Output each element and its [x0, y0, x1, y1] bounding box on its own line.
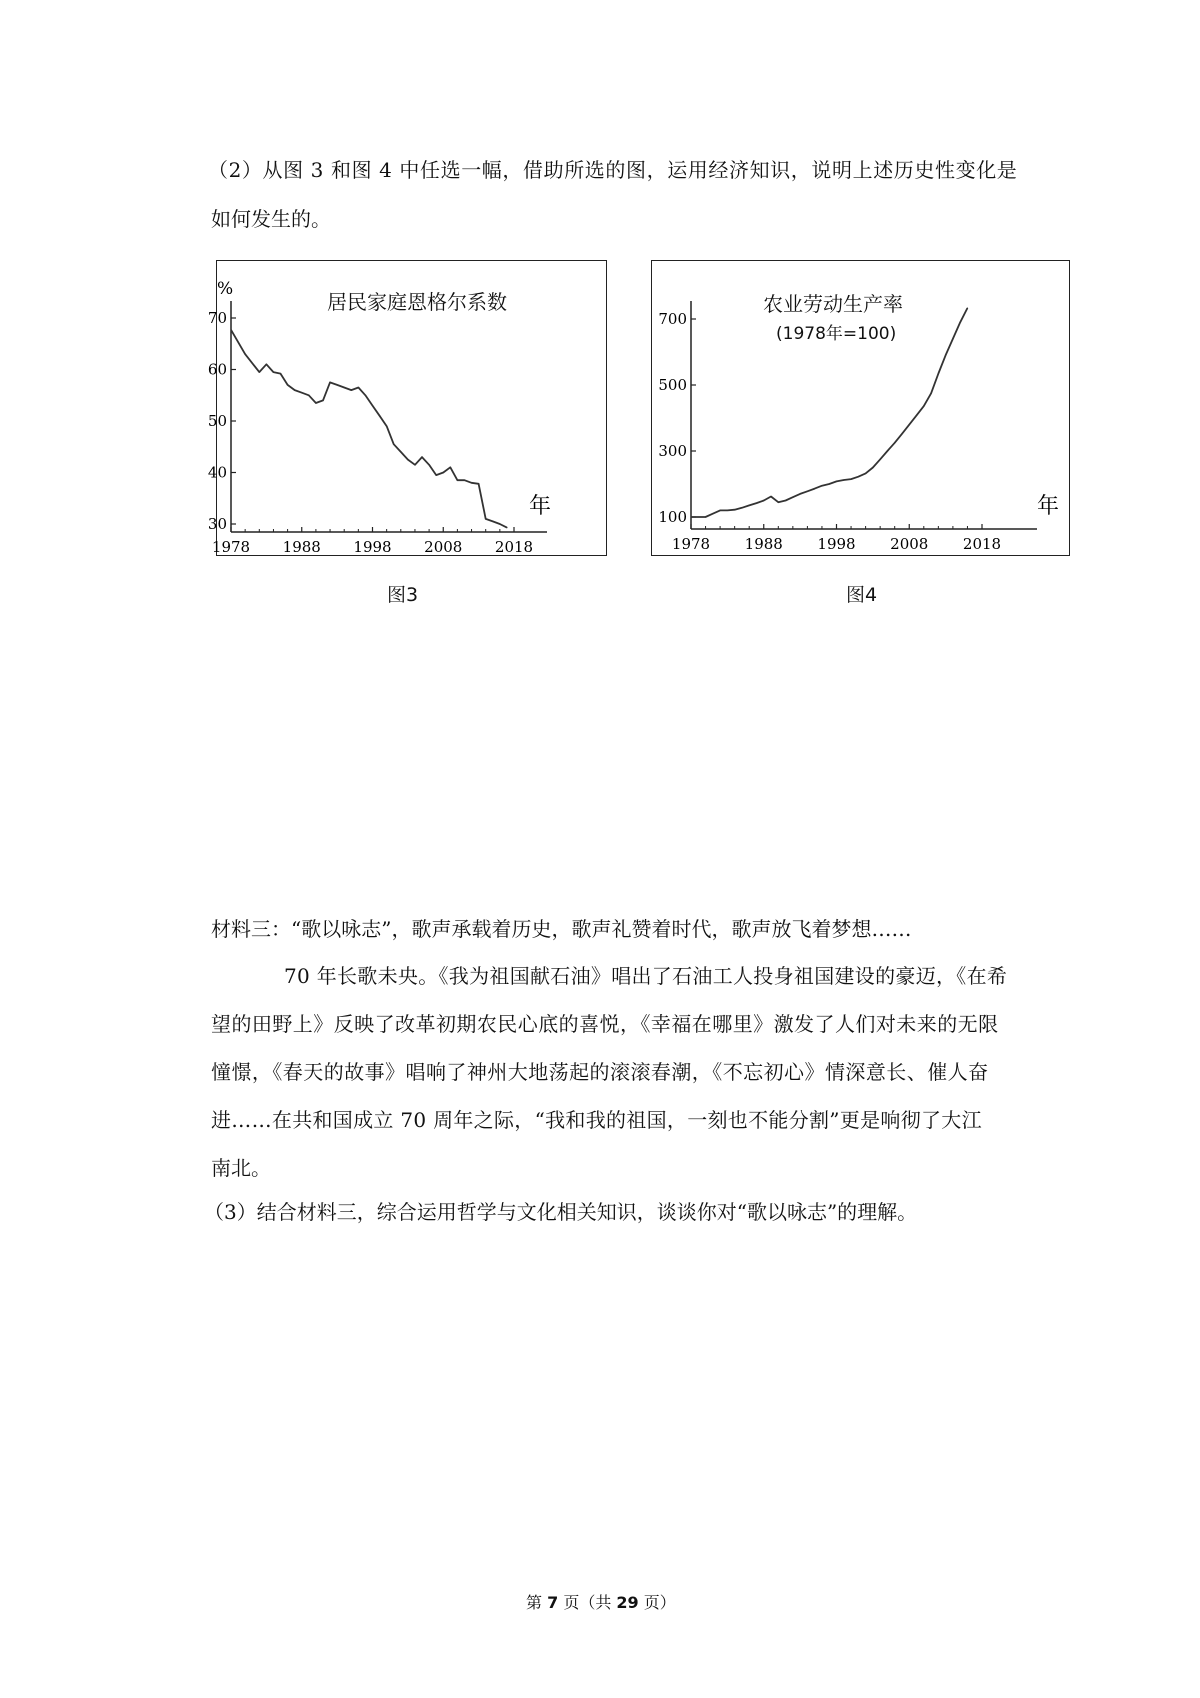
- x-tick-label: 1998: [353, 538, 392, 556]
- footer-total-pages: 29: [616, 1593, 639, 1612]
- figure-4-plot: [652, 261, 1071, 557]
- data-point: [872, 467, 873, 468]
- footer-suffix: 页）: [638, 1593, 676, 1612]
- data-point: [301, 392, 302, 393]
- x-tick-label: 2008: [424, 538, 463, 556]
- y-tick-label: 300: [658, 442, 687, 460]
- figure-4-subtitle: (1978年=100): [776, 324, 897, 344]
- material-3-line-4: 进……在共和国成立 70 周年之际，“我和我的祖国，一刻也不能分割”更是响彻了大江: [211, 1108, 982, 1132]
- series-line: [231, 330, 507, 528]
- data-point: [894, 442, 895, 443]
- footer-page-number: 7: [547, 1593, 559, 1612]
- data-point: [400, 451, 401, 452]
- question-2-line-2: 如何发生的。: [211, 207, 331, 231]
- footer-middle: 页（共: [558, 1593, 617, 1612]
- series-line: [691, 308, 967, 517]
- data-point: [720, 510, 721, 511]
- data-point: [386, 426, 387, 427]
- y-axis-unit-label: %: [217, 279, 234, 299]
- y-tick-label: 30: [207, 515, 227, 533]
- figure-4-title: 农业劳动生产率: [763, 292, 903, 316]
- data-point: [945, 355, 946, 356]
- data-point: [916, 415, 917, 416]
- data-point: [464, 480, 465, 481]
- data-point: [821, 485, 822, 486]
- x-tick-label: 1988: [744, 535, 783, 553]
- data-point: [887, 450, 888, 451]
- footer-prefix: 第: [526, 1593, 548, 1612]
- data-point: [287, 384, 288, 385]
- data-point: [315, 402, 316, 403]
- data-point: [421, 456, 422, 457]
- data-point: [280, 373, 281, 374]
- data-point: [407, 459, 408, 460]
- page-footer: [526, 1590, 676, 1613]
- x-tick-label: 2018: [962, 535, 1002, 553]
- data-point: [358, 387, 359, 388]
- x-tick-label: 1998: [817, 535, 856, 553]
- data-point: [785, 500, 786, 501]
- data-point: [344, 387, 345, 388]
- data-point: [734, 509, 735, 510]
- data-point: [429, 464, 430, 465]
- x-tick-label: 2008: [890, 535, 929, 553]
- y-tick-label: 100: [658, 508, 687, 526]
- data-point: [836, 481, 837, 482]
- x-axis-unit-label: 年: [529, 494, 552, 519]
- data-point: [756, 503, 757, 504]
- data-point: [690, 516, 691, 517]
- data-point: [850, 478, 851, 479]
- data-point: [351, 390, 352, 391]
- data-point: [273, 371, 274, 372]
- x-axis-unit-label: 年: [1037, 494, 1060, 519]
- y-tick-label: 500: [658, 376, 687, 394]
- data-point: [909, 424, 910, 425]
- material-3-line-1: 70 年长歌未央。《我为祖国献石油》唱出了石油工人投身祖国建设的豪迈，《在希: [284, 964, 1008, 988]
- data-point: [436, 474, 437, 475]
- data-point: [294, 390, 295, 391]
- x-tick-label: 1978: [211, 538, 251, 556]
- data-point: [266, 364, 267, 365]
- material-3-line-3: 憧憬，《春天的故事》唱响了神州大地荡起的滚滚春潮，《不忘初心》情深意长、催人奋: [211, 1060, 989, 1084]
- data-point: [901, 433, 902, 434]
- data-point: [960, 322, 961, 323]
- data-point: [741, 507, 742, 508]
- data-point: [337, 384, 338, 385]
- data-point: [308, 395, 309, 396]
- data-point: [829, 483, 830, 484]
- material-3-intro: 材料三：“歌以咏志”，歌声承载着历史，歌声礼赞着时代，歌声放飞着梦想……: [211, 917, 912, 941]
- question-2-line-1: （2）从图 3 和图 4 中任选一幅，借助所选的图，运用经济知识，说明上述历史性变化是: [208, 158, 1018, 182]
- data-point: [443, 472, 444, 473]
- data-point: [778, 502, 779, 503]
- data-point: [457, 480, 458, 481]
- data-point: [858, 476, 859, 477]
- data-point: [379, 415, 380, 416]
- y-tick-label: 60: [207, 360, 227, 379]
- data-point: [807, 491, 808, 492]
- data-point: [245, 353, 246, 354]
- y-tick-label: 40: [207, 463, 227, 482]
- data-point: [372, 405, 373, 406]
- y-tick-label: 700: [658, 310, 687, 328]
- data-point: [485, 518, 486, 519]
- figure-4-productivity-chart: [651, 260, 1070, 556]
- data-point: [880, 459, 881, 460]
- y-tick-label: 70: [207, 309, 227, 327]
- y-tick-label: 50: [207, 412, 227, 430]
- data-point: [930, 393, 931, 394]
- data-point: [705, 516, 706, 517]
- data-point: [365, 395, 366, 396]
- x-tick-label: 2018: [494, 538, 534, 556]
- figure-3-label: 图3: [387, 584, 419, 606]
- data-point: [952, 338, 953, 339]
- question-3-line-1: （3）结合材料三，综合运用哲学与文化相关知识，谈谈你对“歌以咏志”的理解。: [204, 1200, 918, 1224]
- data-point: [712, 513, 713, 514]
- data-point: [938, 373, 939, 374]
- data-point: [393, 444, 394, 445]
- data-point: [450, 467, 451, 468]
- data-point: [749, 505, 750, 506]
- figure-3-engel-chart: [207, 260, 607, 556]
- data-point: [329, 382, 330, 383]
- data-point: [865, 473, 866, 474]
- material-3-line-5: 南北。: [211, 1156, 271, 1180]
- data-point: [506, 527, 507, 528]
- data-point: [814, 488, 815, 489]
- x-tick-label: 1988: [282, 538, 321, 556]
- data-point: [800, 493, 801, 494]
- data-point: [792, 497, 793, 498]
- data-point: [499, 523, 500, 524]
- data-point: [230, 329, 231, 330]
- data-point: [763, 500, 764, 501]
- material-3-line-2: 望的田野上》反映了改革初期农民心底的喜悦，《幸福在哪里》激发了人们对未来的无限: [211, 1012, 999, 1036]
- data-point: [259, 371, 260, 372]
- figure-4-label: 图4: [846, 584, 878, 606]
- data-point: [414, 464, 415, 465]
- x-tick-label: 1978: [671, 535, 711, 553]
- figure-3-plot: [207, 261, 608, 557]
- data-point: [492, 521, 493, 522]
- data-point: [727, 510, 728, 511]
- data-point: [471, 482, 472, 483]
- figure-3-title: 居民家庭恩格尔系数: [327, 290, 507, 314]
- data-point: [967, 308, 968, 309]
- data-point: [478, 483, 479, 484]
- data-point: [923, 406, 924, 407]
- data-point: [843, 479, 844, 480]
- data-point: [322, 400, 323, 401]
- data-point: [770, 496, 771, 497]
